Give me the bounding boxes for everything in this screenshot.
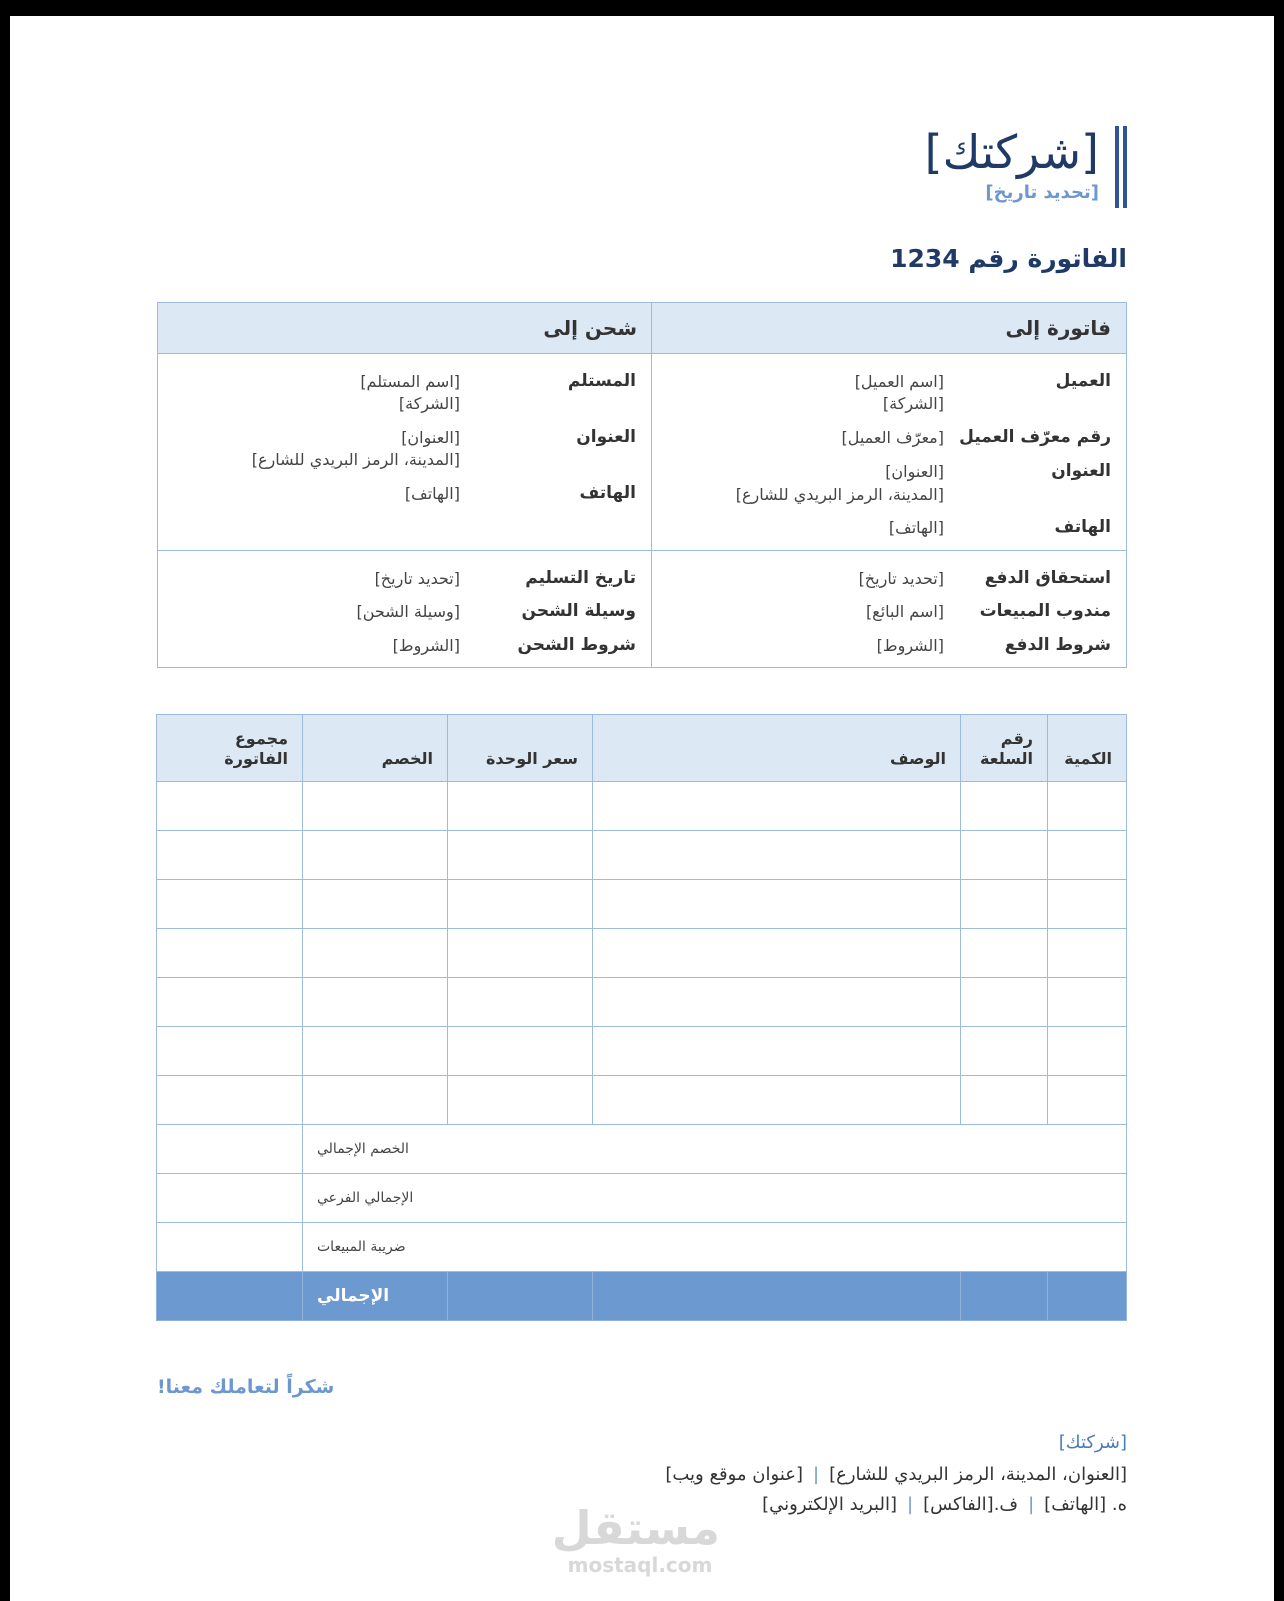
subtotal-value[interactable] xyxy=(157,1174,303,1223)
table-cell[interactable] xyxy=(303,782,448,831)
col-quantity: الكمية xyxy=(1048,715,1127,782)
column-divider xyxy=(651,303,652,667)
subtotal-row xyxy=(157,1174,1127,1223)
table-cell[interactable] xyxy=(593,782,961,831)
table-row[interactable] xyxy=(157,978,1127,1027)
customer-label: العميل xyxy=(1055,371,1111,391)
footer-fax[interactable]: ف.[الفاكس] xyxy=(923,1494,1019,1515)
table-cell[interactable] xyxy=(303,978,448,1027)
billing-shipping-table xyxy=(157,302,1127,668)
table-cell xyxy=(961,1272,1048,1321)
row-divider xyxy=(158,550,1126,551)
footer-address[interactable]: [العنوان، المدينة، الرمز البريدي للشارع] xyxy=(829,1464,1127,1485)
delivery-date[interactable]: [تحديد تاريخ] xyxy=(374,569,460,588)
recipient-name[interactable]: [اسم المستلم] xyxy=(360,372,460,391)
watermark-latin: mostaql.com xyxy=(567,1553,713,1577)
footer-separator: | xyxy=(1028,1494,1035,1515)
table-cell[interactable] xyxy=(448,978,593,1027)
table-cell[interactable] xyxy=(1048,880,1127,929)
total-discount-label: الخصم الإجمالي xyxy=(303,1125,1127,1174)
table-cell[interactable] xyxy=(157,1076,303,1125)
col-item-no: رقم السلعة xyxy=(961,715,1048,782)
footer-website[interactable]: [عنوان موقع ويب] xyxy=(665,1464,804,1485)
table-row[interactable] xyxy=(157,1076,1127,1125)
sales-tax-value[interactable] xyxy=(157,1223,303,1272)
payment-due-label: استحقاق الدفع xyxy=(984,568,1111,588)
ship-phone[interactable]: [الهاتف] xyxy=(404,484,460,503)
thank-you-message: شكراً لتعاملك معنا! xyxy=(157,1376,335,1398)
table-cell[interactable] xyxy=(1048,1076,1127,1125)
customer-id-label: رقم معرّف العميل xyxy=(959,427,1111,447)
ship-address-line2[interactable]: [المدينة، الرمز البريدي للشارع] xyxy=(251,450,460,469)
customer-name[interactable]: [اسم العميل] xyxy=(854,372,944,391)
table-cell[interactable] xyxy=(961,1076,1048,1125)
table-cell[interactable] xyxy=(157,831,303,880)
table-row[interactable] xyxy=(157,1027,1127,1076)
ship-address-line1[interactable]: [العنوان] xyxy=(401,428,460,447)
table-cell[interactable] xyxy=(448,929,593,978)
ship-to-header xyxy=(158,303,652,354)
grand-total-row xyxy=(157,1272,1127,1321)
table-cell xyxy=(1048,1272,1127,1321)
col-unit-price: سعر الوحدة xyxy=(448,715,593,782)
table-row[interactable] xyxy=(157,880,1127,929)
bill-to-header xyxy=(651,303,1126,354)
mostaql-watermark xyxy=(551,1501,720,1583)
table-header-row xyxy=(157,715,1127,782)
table-cell[interactable] xyxy=(303,880,448,929)
table-cell[interactable] xyxy=(961,880,1048,929)
table-cell[interactable] xyxy=(303,1027,448,1076)
table-cell[interactable] xyxy=(1048,929,1127,978)
table-cell[interactable] xyxy=(448,782,593,831)
table-cell[interactable] xyxy=(593,1076,961,1125)
customer-id[interactable]: [معرّف العميل] xyxy=(841,428,944,447)
table-cell[interactable] xyxy=(157,1027,303,1076)
header-accent-bars xyxy=(1113,126,1127,208)
shipping-terms-label: شروط الشحن xyxy=(517,635,636,655)
table-cell[interactable] xyxy=(961,1027,1048,1076)
table-cell xyxy=(448,1272,593,1321)
footer-phone[interactable]: ه. [الهاتف] xyxy=(1044,1494,1127,1515)
table-cell[interactable] xyxy=(593,929,961,978)
sales-tax-row xyxy=(157,1223,1127,1272)
footer-company[interactable]: [شركتك] xyxy=(1058,1432,1127,1453)
recipient-label: المستلم xyxy=(567,371,636,391)
table-cell[interactable] xyxy=(303,929,448,978)
footer-email[interactable]: [البريد الإلكتروني] xyxy=(762,1494,897,1515)
table-cell[interactable] xyxy=(1048,978,1127,1027)
table-cell[interactable] xyxy=(448,1027,593,1076)
header-date[interactable]: [تحديد تاريخ] xyxy=(985,182,1099,203)
table-cell xyxy=(593,1272,961,1321)
footer-contact-line xyxy=(762,1494,1127,1515)
table-cell[interactable] xyxy=(1048,831,1127,880)
grand-total-label: الإجمالي xyxy=(303,1272,448,1321)
line-items-table xyxy=(156,714,1127,1321)
salesperson-label: مندوب المبيعات xyxy=(979,601,1111,621)
company-name[interactable]: [شركتك] xyxy=(924,125,1099,179)
shipping-terms[interactable]: [الشروط] xyxy=(392,636,460,655)
watermark-arabic: مستقل xyxy=(551,1501,720,1555)
customer-company[interactable]: [الشركة] xyxy=(882,394,944,413)
table-cell[interactable] xyxy=(448,831,593,880)
bill-phone-label: الهاتف xyxy=(1054,517,1111,537)
table-cell[interactable] xyxy=(157,782,303,831)
table-row[interactable] xyxy=(157,929,1127,978)
table-cell[interactable] xyxy=(448,880,593,929)
shipping-method-label: وسيلة الشحن xyxy=(521,601,636,621)
bill-address-line1[interactable]: [العنوان] xyxy=(885,462,944,481)
col-line-total: مجموع الفاتورة xyxy=(157,715,303,782)
table-cell[interactable] xyxy=(593,880,961,929)
table-row[interactable] xyxy=(157,831,1127,880)
bill-address-line2[interactable]: [المدينة، الرمز البريدي للشارع] xyxy=(735,485,944,504)
sales-tax-label: ضريبة المبيعات xyxy=(303,1223,1127,1272)
ship-to-heading: شحن إلى xyxy=(543,316,637,340)
table-cell[interactable] xyxy=(1048,1027,1127,1076)
payment-terms-label: شروط الدفع xyxy=(1004,635,1111,655)
total-discount-row xyxy=(157,1125,1127,1174)
table-cell[interactable] xyxy=(157,978,303,1027)
total-discount-value[interactable] xyxy=(157,1125,303,1174)
table-cell[interactable] xyxy=(303,1076,448,1125)
footer-separator: | xyxy=(906,1494,914,1515)
invoice-content xyxy=(157,16,1127,1601)
table-cell[interactable] xyxy=(593,978,961,1027)
footer-separator: | xyxy=(813,1464,820,1485)
table-cell[interactable] xyxy=(1048,782,1127,831)
payment-terms[interactable]: [الشروط] xyxy=(876,636,944,655)
table-cell[interactable] xyxy=(593,831,961,880)
table-cell[interactable] xyxy=(448,1076,593,1125)
col-discount: الخصم xyxy=(303,715,448,782)
table-cell[interactable] xyxy=(157,880,303,929)
recipient-company[interactable]: [الشركة] xyxy=(398,394,460,413)
company-header xyxy=(707,126,1127,216)
col-description: الوصف xyxy=(593,715,961,782)
table-cell[interactable] xyxy=(157,929,303,978)
table-cell[interactable] xyxy=(593,1027,961,1076)
bill-address-label: العنوان xyxy=(1051,461,1111,481)
invoice-title: الفاتورة رقم 1234 xyxy=(890,244,1127,273)
shipping-method[interactable]: [وسيلة الشحن] xyxy=(356,602,460,621)
ship-phone-label: الهاتف xyxy=(579,483,636,503)
delivery-date-label: تاريخ التسليم xyxy=(525,568,636,588)
table-row[interactable] xyxy=(157,782,1127,831)
table-cell[interactable] xyxy=(961,929,1048,978)
table-cell[interactable] xyxy=(961,978,1048,1027)
table-cell[interactable] xyxy=(961,831,1048,880)
bill-phone[interactable]: [الهاتف] xyxy=(888,518,944,537)
line-items-section xyxy=(157,714,1127,1321)
bill-to-heading: فاتورة إلى xyxy=(1005,316,1111,340)
payment-due[interactable]: [تحديد تاريخ] xyxy=(858,569,944,588)
table-cell[interactable] xyxy=(303,831,448,880)
document-page xyxy=(10,16,1274,1601)
grand-total-value[interactable] xyxy=(157,1272,303,1321)
footer-address-line xyxy=(665,1464,1127,1485)
table-cell[interactable] xyxy=(961,782,1048,831)
salesperson[interactable]: [اسم البائع] xyxy=(865,602,944,621)
ship-address-label: العنوان xyxy=(576,427,636,447)
subtotal-label: الإجمالي الفرعي xyxy=(303,1174,1127,1223)
